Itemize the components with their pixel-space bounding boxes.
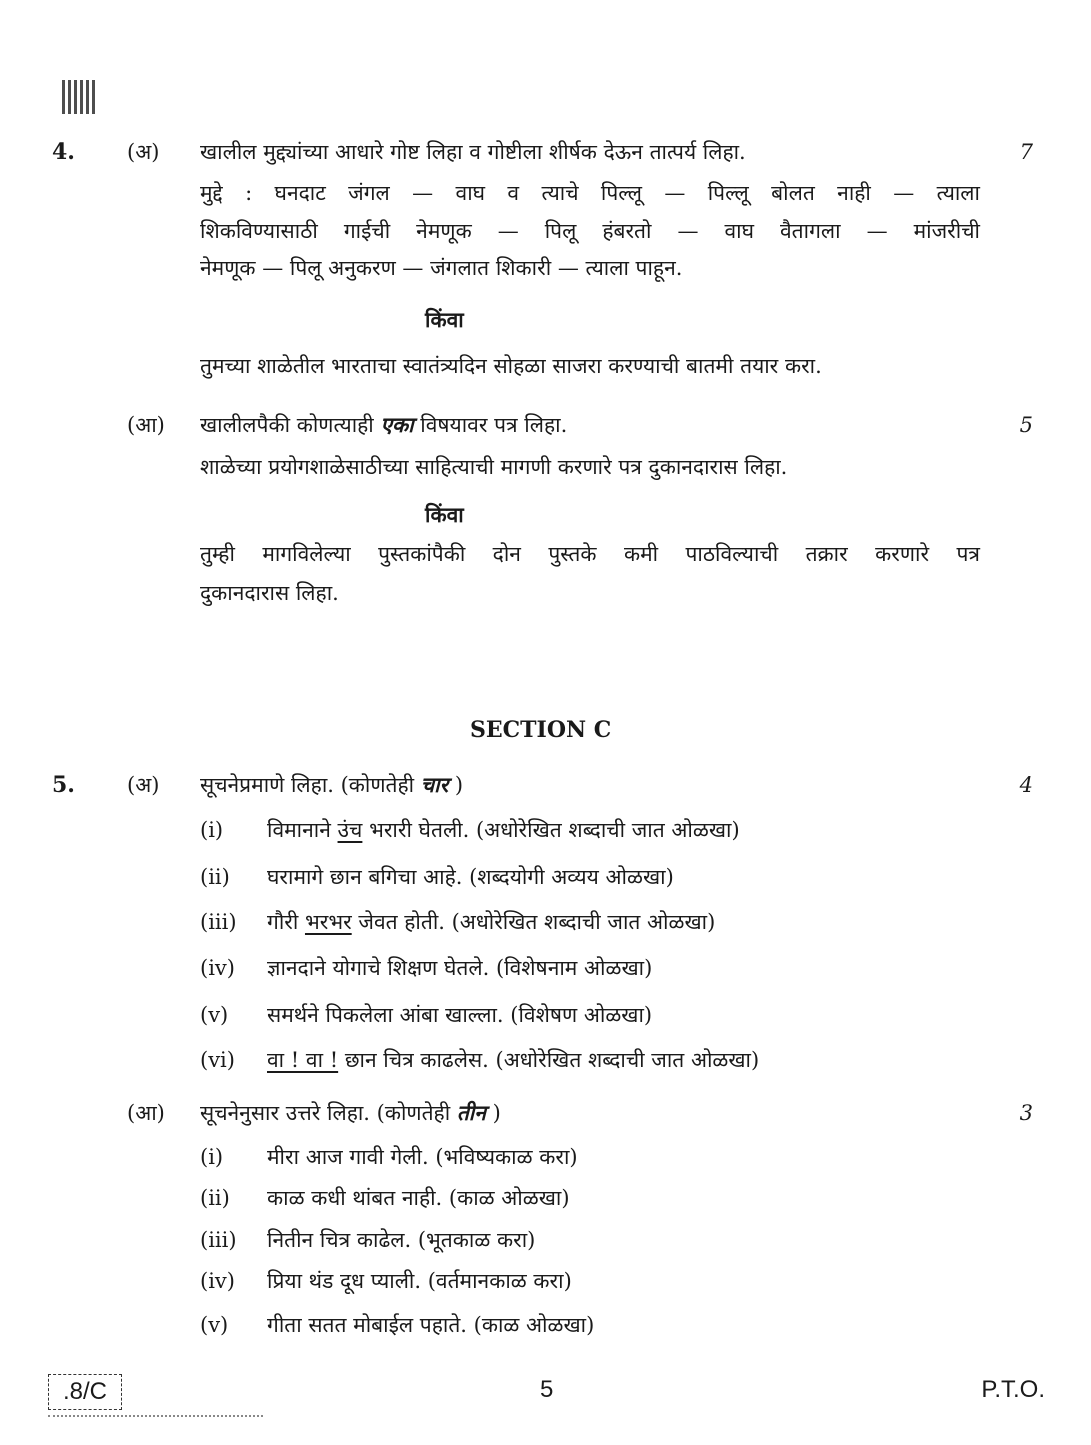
prompt-emphasis: एका [380,412,414,437]
q4a-marks: 7 [1019,140,1033,164]
q4a-points-3: नेमणूक — पिलू अनुकरण — जंगलात शिकारी — त्याला पाहून. [200,256,683,280]
q4a-points-2: शिकविण्यासाठी गाईची नेमणूक — पिलू हंबरतो — वाघ वैतागला — मांजरीची [200,219,980,243]
prompt-text: सूचनेनुसार उत्तरे लिहा. (कोणतेही [200,1101,457,1125]
prompt-text: सूचनेप्रमाणे लिहा. (कोणतेही [200,773,421,797]
item-text: विमानाने [267,818,338,842]
q5b-item: काळ कधी थांबत नाही. (काळ ओळखा) [267,1186,570,1210]
prompt-emphasis: चार [420,772,449,797]
item-text: ज्ञानदाने योगाचे शिक्षण घेतले. (विशेषनाम ओळखा) [267,956,653,980]
item-text: गौरी [267,910,305,934]
item-text: घरामागे छान बगिचा आहे. (शब्दयोगी अव्यय ओळखा) [267,865,674,889]
q4b-opt1: शाळेच्या प्रयोगशाळेसाठीच्या साहित्याची मागणी करणारे पत्र दुकानदारास लिहा. [200,455,788,479]
q4b-opt2-1: तुम्ही मागविलेल्या पुस्तकांपैकी दोन पुस्तके कमी पाठविल्याची तक्रार करणारे पत्र [200,542,980,566]
item-text: भरारी घेतली. (अधोरेखित शब्दाची जात ओळखा) [362,818,740,842]
q4a-prompt: खालील मुद्द्यांच्या आधारे गोष्ट लिहा व गोष्टीला शीर्षक देऊन तात्पर्य लिहा. [200,140,746,164]
q5b-marks: 3 [1019,1101,1033,1125]
q5a-prompt [200,770,463,800]
item-number: (ii) [200,865,230,889]
q4a-or: किंवा [425,307,464,332]
prompt-text: ) [485,1101,501,1125]
q4b-label: (आ) [127,413,165,437]
item-number: (v) [200,1313,229,1337]
page-number: 5 [540,1376,554,1403]
pto: P.T.O. [981,1376,1045,1403]
paper-code: .8/C [48,1374,122,1410]
item-text: समर्थने पिकलेला आंबा खाल्ला. (विशेषण ओळखा) [267,1003,653,1027]
q4b-opt2-2: दुकानदारास लिहा. [200,581,339,605]
item-number: (iii) [200,1228,237,1252]
item-number: (i) [200,1145,224,1169]
q4a-points-1: मुद्दे : घनदाट जंगल — वाघ व त्याचे पिल्लू — पिल्लू बोलत नाही — त्याला [200,181,980,205]
q5b-item: मीरा आज गावी गेली. (भविष्यकाळ करा) [267,1145,578,1169]
q4b-or: किंवा [425,502,464,527]
prompt-text: विषयावर पत्र लिहा. [413,413,568,437]
prompt-text: खालीलपैकी कोणत्याही [200,413,381,437]
q4b-prompt [200,410,567,440]
item-number: (ii) [200,1186,230,1210]
q5a-item [267,953,652,983]
item-number: (iv) [200,1269,235,1293]
prompt-text: ) [448,773,464,797]
item-number: (v) [200,1003,229,1027]
underlined-word: वा ! वा ! [267,1048,339,1072]
q4a-label: (अ) [127,140,160,164]
q5b-item: गीता सतत मोबाईल पहाते. (काळ ओळखा) [267,1313,595,1337]
item-text: जेवत होती. (अधोरेखित शब्दाची जात ओळखा) [351,910,716,934]
q5a-item [267,1045,759,1075]
q5a-item [267,862,674,892]
item-number: (iii) [200,910,237,934]
item-number: (i) [200,818,224,842]
footer-microtext [48,1415,263,1417]
q5a-item [267,907,715,937]
item-text: छान चित्र काढलेस. (अधोरेखित शब्दाची जात ओळखा) [338,1048,760,1072]
q5b-item: प्रिया थंड दूध प्याली. (वर्तमानकाळ करा) [267,1269,572,1293]
section-heading: SECTION C [470,717,612,743]
q4-number: 4. [52,139,75,165]
q5b-label: (आ) [127,1101,165,1125]
q4a-alt: तुमच्या शाळेतील भारताचा स्वातंत्र्यदिन सोहळा साजरा करण्याची बातमी तयार करा. [200,354,822,378]
q5a-marks: 4 [1019,773,1033,797]
q4b-marks: 5 [1019,413,1033,437]
underlined-word: भरभर [304,910,352,934]
item-number: (iv) [200,956,235,980]
underlined-word: उंच [337,818,363,842]
q5-number: 5. [52,772,75,798]
q5a-item [267,1000,652,1030]
q5a-label: (अ) [127,773,160,797]
q5b-prompt [200,1098,501,1128]
q5a-item [267,815,740,845]
item-number: (vi) [200,1048,235,1072]
qr-code [62,80,96,114]
q5b-item: नितीन चित्र काढेल. (भूतकाळ करा) [267,1228,536,1252]
prompt-emphasis: तीन [456,1100,486,1125]
